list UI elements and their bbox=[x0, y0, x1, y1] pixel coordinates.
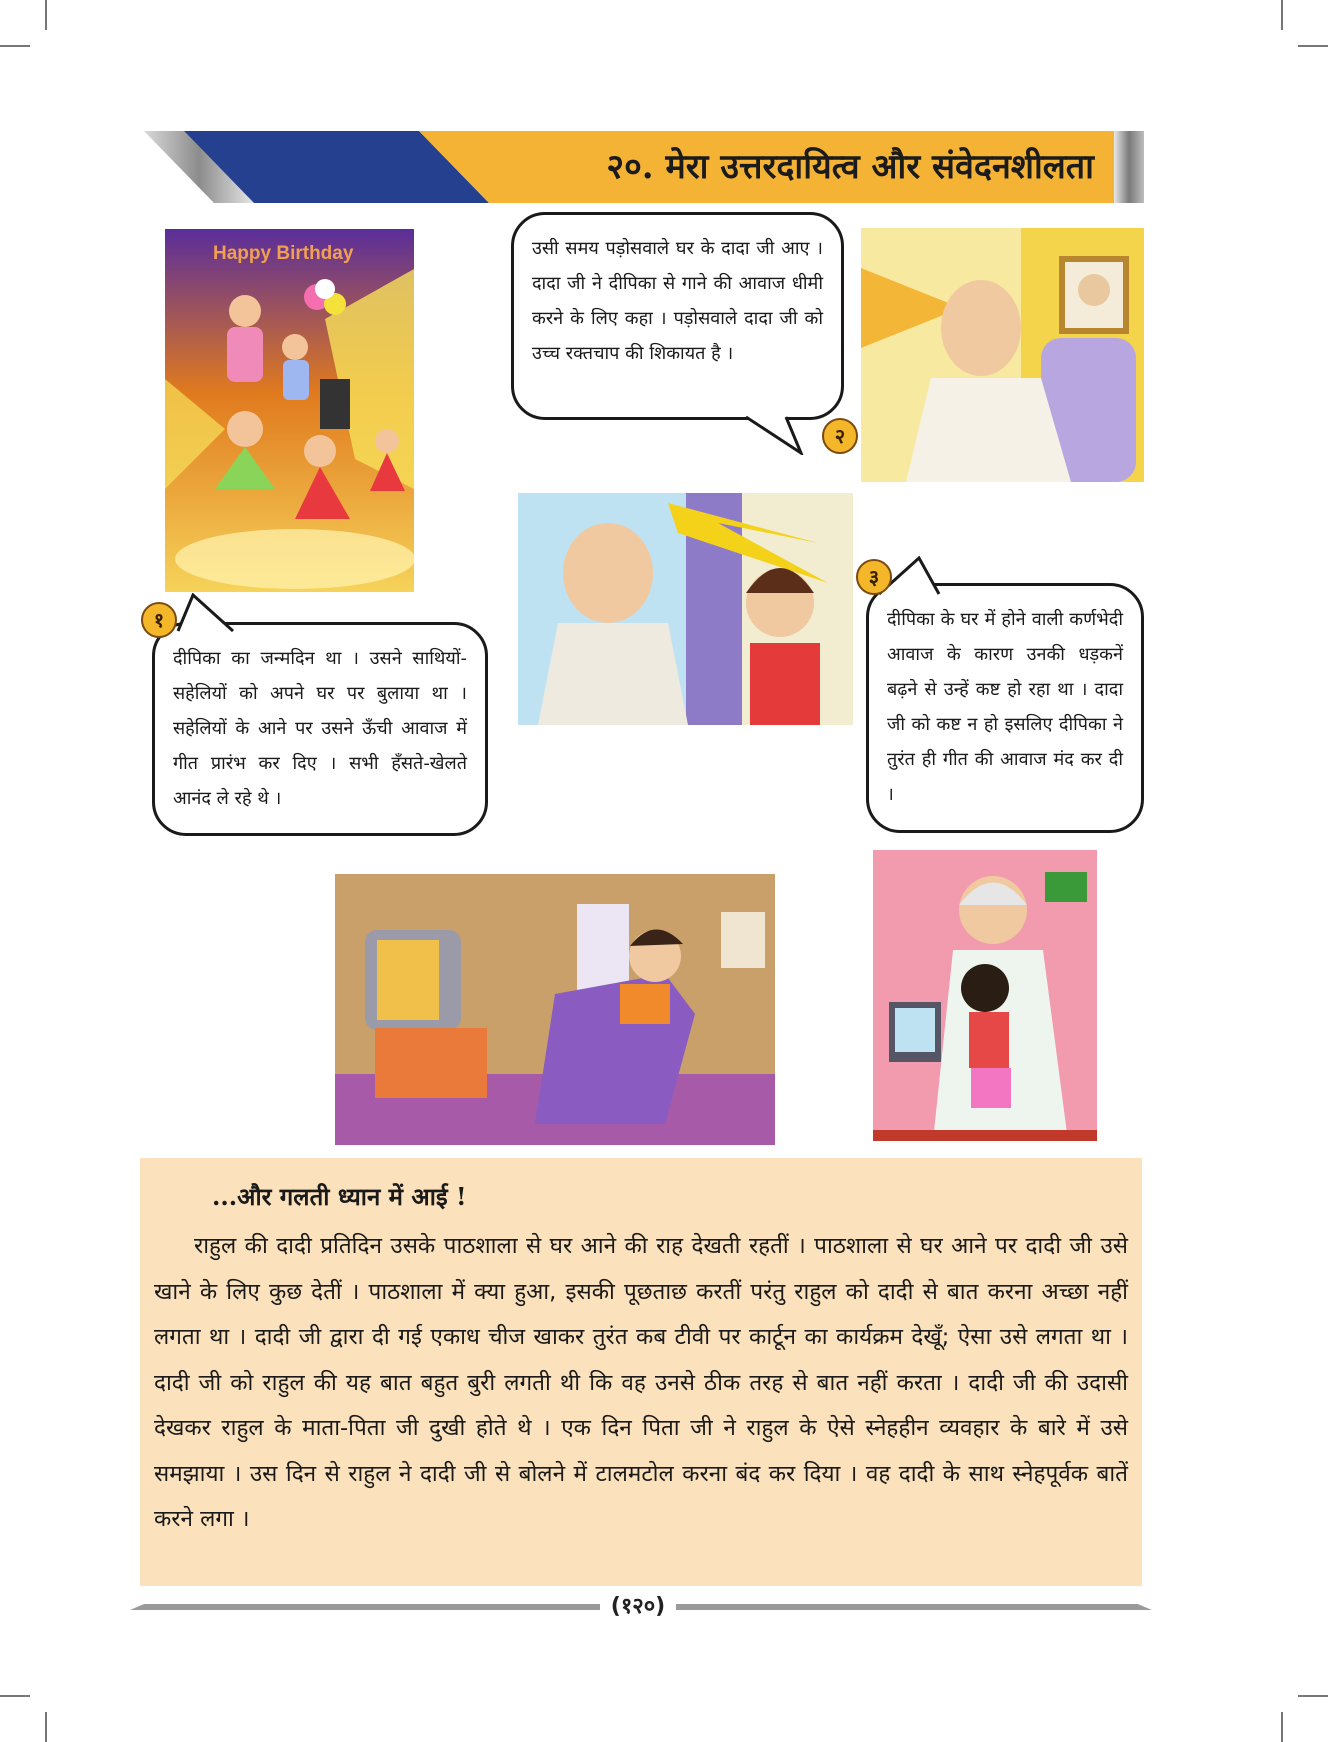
speech-bubble-3 bbox=[866, 583, 1144, 833]
boy-hugging-grandmother-illustration bbox=[873, 850, 1097, 1141]
chapter-title-banner bbox=[144, 131, 1144, 203]
crop-mark bbox=[0, 45, 30, 47]
footer-rule-right bbox=[676, 1604, 1152, 1610]
boy-watching-tv-illustration bbox=[335, 874, 775, 1145]
crop-mark bbox=[1281, 0, 1283, 30]
speech-bubble-text: दीपिका का जन्मदिन था । उसने साथियों-सहेलियों को अपने घर पर बुलाया था । सहेलियों के आने पर उसने ऊँची आवाज में गीत प्रारंभ कर दिए । सभी हँसते-खेलते आनंद ले रहे थे । bbox=[173, 648, 467, 809]
page-number: (१२०) bbox=[600, 1590, 676, 1620]
crop-mark bbox=[1298, 1695, 1328, 1697]
story-heading: ...और गलती ध्यान में आई ! bbox=[212, 1182, 467, 1211]
story-box bbox=[140, 1158, 1142, 1586]
crop-mark bbox=[0, 1695, 30, 1697]
birthday-card-text: Happy Birthday bbox=[213, 243, 354, 264]
panel-number-badge: ३ bbox=[856, 559, 892, 595]
speech-bubble-text: दीपिका के घर में होने वाली कर्णभेदी आवाज के कारण उनकी धड़कनें बढ़ने से उन्हें कष्ट हो रहा था । दादा जी को कष्ट न हो इसलिए दीपिका ने तुरंत ही गीत की आवाज मंद कर दी । bbox=[887, 609, 1123, 805]
crop-mark bbox=[1298, 45, 1328, 47]
speech-bubble-text: उसी समय पड़ोसवाले घर के दादा जी आए । दादा जी ने दीपिका से गाने की आवाज धीमी करने के लिए कहा । पड़ोसवाले दादा जी को उच्च रक्तचाप की शिकायत है । bbox=[532, 238, 823, 364]
panel-number-badge: २ bbox=[822, 418, 858, 454]
grandfather-covering-ears-illustration bbox=[861, 228, 1144, 482]
crop-mark bbox=[45, 1712, 47, 1742]
crop-mark bbox=[45, 0, 47, 30]
crop-mark bbox=[1281, 1712, 1283, 1742]
speech-bubble-1 bbox=[152, 622, 488, 836]
bubble-tail bbox=[173, 593, 243, 633]
speech-bubble-2 bbox=[511, 212, 844, 420]
chapter-title: २०. मेरा उत्तरदायित्व और संवेदनशीलता bbox=[606, 147, 1094, 187]
panel-number-badge: १ bbox=[141, 602, 177, 638]
bubble-tail bbox=[746, 415, 806, 455]
footer-rule-left bbox=[130, 1604, 600, 1610]
grandfather-at-door-illustration bbox=[518, 493, 853, 725]
story-paragraph: राहुल की दादी प्रतिदिन उसके पाठशाला से घर आने की राह देखती रहतीं । पाठशाला से घर आने पर दादी जी उसे खाने के लिए कुछ देतीं । पाठशाला में क्या हुआ, इसकी पूछताछ करतीं परंतु राहुल को दादी से बात करना अच्छा नहीं लगता था । दादी जी द्वारा दी गई एकाध चीज खाकर तुरंत कब टीवी पर कार्टून का कार्यक्रम देखूँ; ऐसा उसे लगता था । दादी जी को राहुल की यह बात बहुत बुरी लगती थी कि वह उनसे ठीक तरह से बात नहीं करता । दादी जी की उदासी देखकर राहुल के माता-पिता जी दुखी होते थे । एक दिन पिता जी ने राहुल के ऐसे स्नेहहीन व्यवहार के बारे में उसे समझाया । उस दिन से राहुल ने दादी जी से बोलने में टालमटोल करना बंद कर दिया । वह दादी के साथ स्नेहपूर्वक बातें करने लगा । bbox=[154, 1233, 1128, 1532]
birthday-party-illustration bbox=[165, 229, 414, 592]
